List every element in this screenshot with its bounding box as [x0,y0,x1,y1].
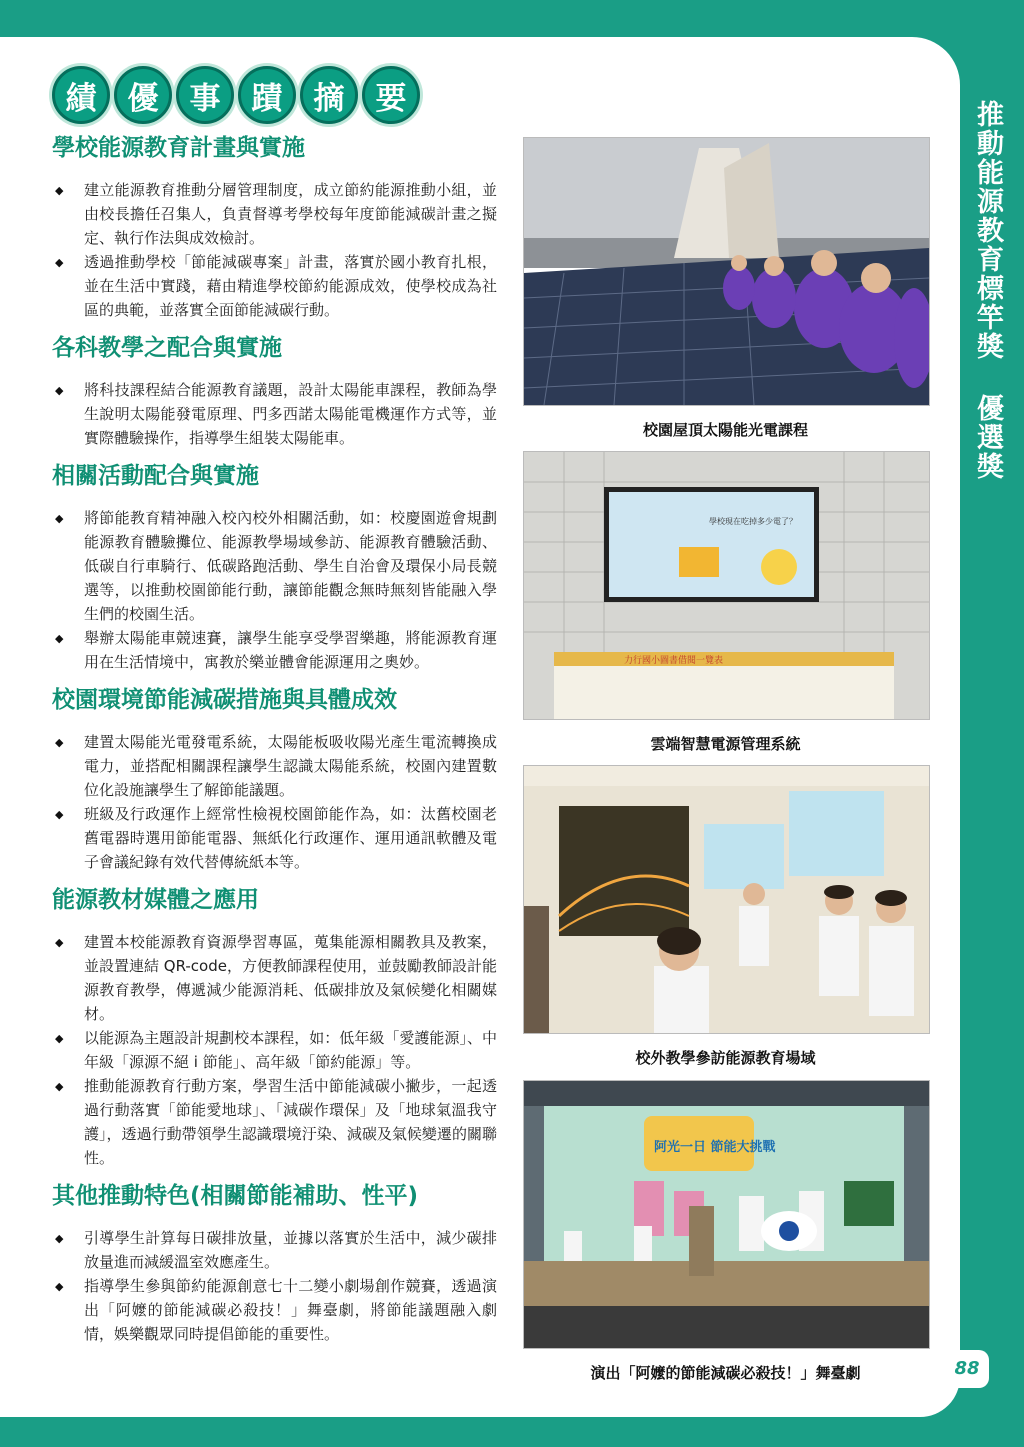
diamond-icon: ◆ [55,736,64,749]
diamond-icon: ◆ [55,936,64,949]
caption-smart-power: 雲端智慧電源管理系統 [650,735,801,753]
section-other [52,1180,497,1346]
bullet-item: ◆ 班級及行政運作上經常性檢視校園節能作為，如：汰舊校園老舊電器時選用節能電器、無紙化行政運作、運用通訊軟體及電子會議紀錄有效代替傳統紙本等。 [55,805,497,871]
section-activities [52,460,497,674]
bullet-item: ◆ 透過推動學校「節能減碳專案」計畫，落實於國小教育扎根，並在生活中實踐，藉由精進學校節約能源成效，使學校成為社區的典範，並落實全面節能減碳行動。 [55,253,497,319]
heading-char: 要 [362,66,420,124]
diamond-icon: ◆ [55,1232,64,1245]
bullet-item: ◆ 舉辦太陽能車競速賽，讓學生能享受學習樂趣，將能源教育運用在生活情境中，寓教於樂並體會能源運用之奧妙。 [55,629,497,671]
content-column [52,132,497,1356]
main-heading [52,66,420,124]
photo-field-trip [523,765,930,1034]
section-media [52,884,497,1170]
bullet-item: ◆ 建置本校能源教育資源學習專區，蒐集能源相關教具及教案，並設置連結 QR-code，方便教師課程使用，並鼓勵教師設計能源教育教學，傳遞減少能源消耗、低碳排放及氣候變化相關媒材。 [55,933,497,1023]
bullet-item: ◆ 推動能源教育行動方案，學習生活中節能減碳小撇步，一起透過行動落實「節能愛地球」、「減碳作環保」及「地球氣溫我守護」，透過行動帶領學生認識環境汙染、減碳及氣候變遷的關聯性。 [55,1077,497,1167]
section-plan [52,132,497,322]
diamond-icon: ◆ [55,632,64,645]
bullet-item: ◆ 指導學生參與節約能源創意七十二變小劇場創作競賽，透過演出「阿嬤的節能減碳必殺技！」舞臺劇，將節能議題融入劇情，娛樂觀眾同時提倡節能的重要性。 [55,1277,497,1343]
heading-char: 蹟 [238,66,296,124]
section-title: 相關活動配合與實施 [52,463,259,489]
bullet-item: ◆ 建立能源教育推動分層管理制度，成立節約能源推動小組，並由校長擔任召集人，負責督導考學校每年度節能減碳計畫之擬定、執行作法與成效檢討。 [55,181,497,247]
section-title: 校園環境節能減碳措施與具體成效 [52,687,397,713]
heading-char: 事 [176,66,234,124]
diamond-icon: ◆ [55,808,64,821]
heading-char: 績 [52,66,110,124]
caption-stage-play: 演出「阿嬤的節能減碳必殺技！」舞臺劇 [590,1364,861,1382]
section-title: 能源教材媒體之應用 [52,887,259,913]
bullet-item: ◆ 將節能教育精神融入校內校外相關活動，如：校慶園遊會規劃能源教育體驗攤位、能源教學場域參訪、能源教育體驗活動、低碳自行車騎行、低碳路跑活動、學生自治會及環保小局長競選等，以推動校園節能行動，讓節能觀念無時無刻皆能融入學生們的校園生活。 [55,509,497,623]
caption-field-trip: 校外教學參訪能源教育場域 [635,1049,816,1067]
caption-rooftop-solar: 校園屋頂太陽能光電課程 [642,421,808,439]
section-title: 各科教學之配合與實施 [52,335,282,361]
diamond-icon: ◆ [55,1080,64,1093]
photo-rooftop-solar [523,137,930,406]
svg-text:力行國小圖書借閱一覽表: 力行國小圖書借閱一覽表 [624,656,724,666]
section-campus [52,684,497,874]
svg-text:阿光一日 節能大挑戰: 阿光一日 節能大挑戰 [654,1140,776,1155]
bullet-item: ◆ 引導學生計算每日碳排放量，並據以落實於生活中，減少碳排放量進而減緩溫室效應產生。 [55,1229,497,1271]
section-teaching [52,332,497,450]
side-title: 推動能源教育標竿獎 優選獎 [972,100,1003,481]
diamond-icon: ◆ [55,256,64,269]
svg-text:學校現在吃掉多少電了？: 學校現在吃掉多少電了？ [709,517,797,526]
diamond-icon: ◆ [55,1032,64,1045]
heading-char: 摘 [300,66,358,124]
diamond-icon: ◆ [55,384,64,397]
diamond-icon: ◆ [55,1280,64,1293]
section-title: 學校能源教育計畫與實施 [52,135,305,161]
diamond-icon: ◆ [55,184,64,197]
heading-char: 優 [114,66,172,124]
photo-stage-play [523,1080,930,1349]
page-number: 88 [945,1350,989,1388]
bullet-item: ◆ 以能源為主題設計規劃校本課程，如：低年級「愛護能源」、中年級「源源不絕 i 節能」、高年級「節約能源」等。 [55,1029,497,1071]
photo-smart-power [523,451,930,720]
diamond-icon: ◆ [55,512,64,525]
bullet-item: ◆ 建置太陽能光電發電系統，太陽能板吸收陽光產生電流轉換成電力，並搭配相關課程讓學生認識太陽能系統，校園內建置數位化設施讓學生了解節能議題。 [55,733,497,799]
section-title: 其他推動特色(相關節能補助、性平) [52,1183,419,1209]
bullet-item: ◆ 將科技課程結合能源教育議題，設計太陽能車課程，教師為學生說明太陽能發電原理、門多西諾太陽能電機運作方式等，並實際體驗操作，指導學生組裝太陽能車。 [55,381,497,447]
